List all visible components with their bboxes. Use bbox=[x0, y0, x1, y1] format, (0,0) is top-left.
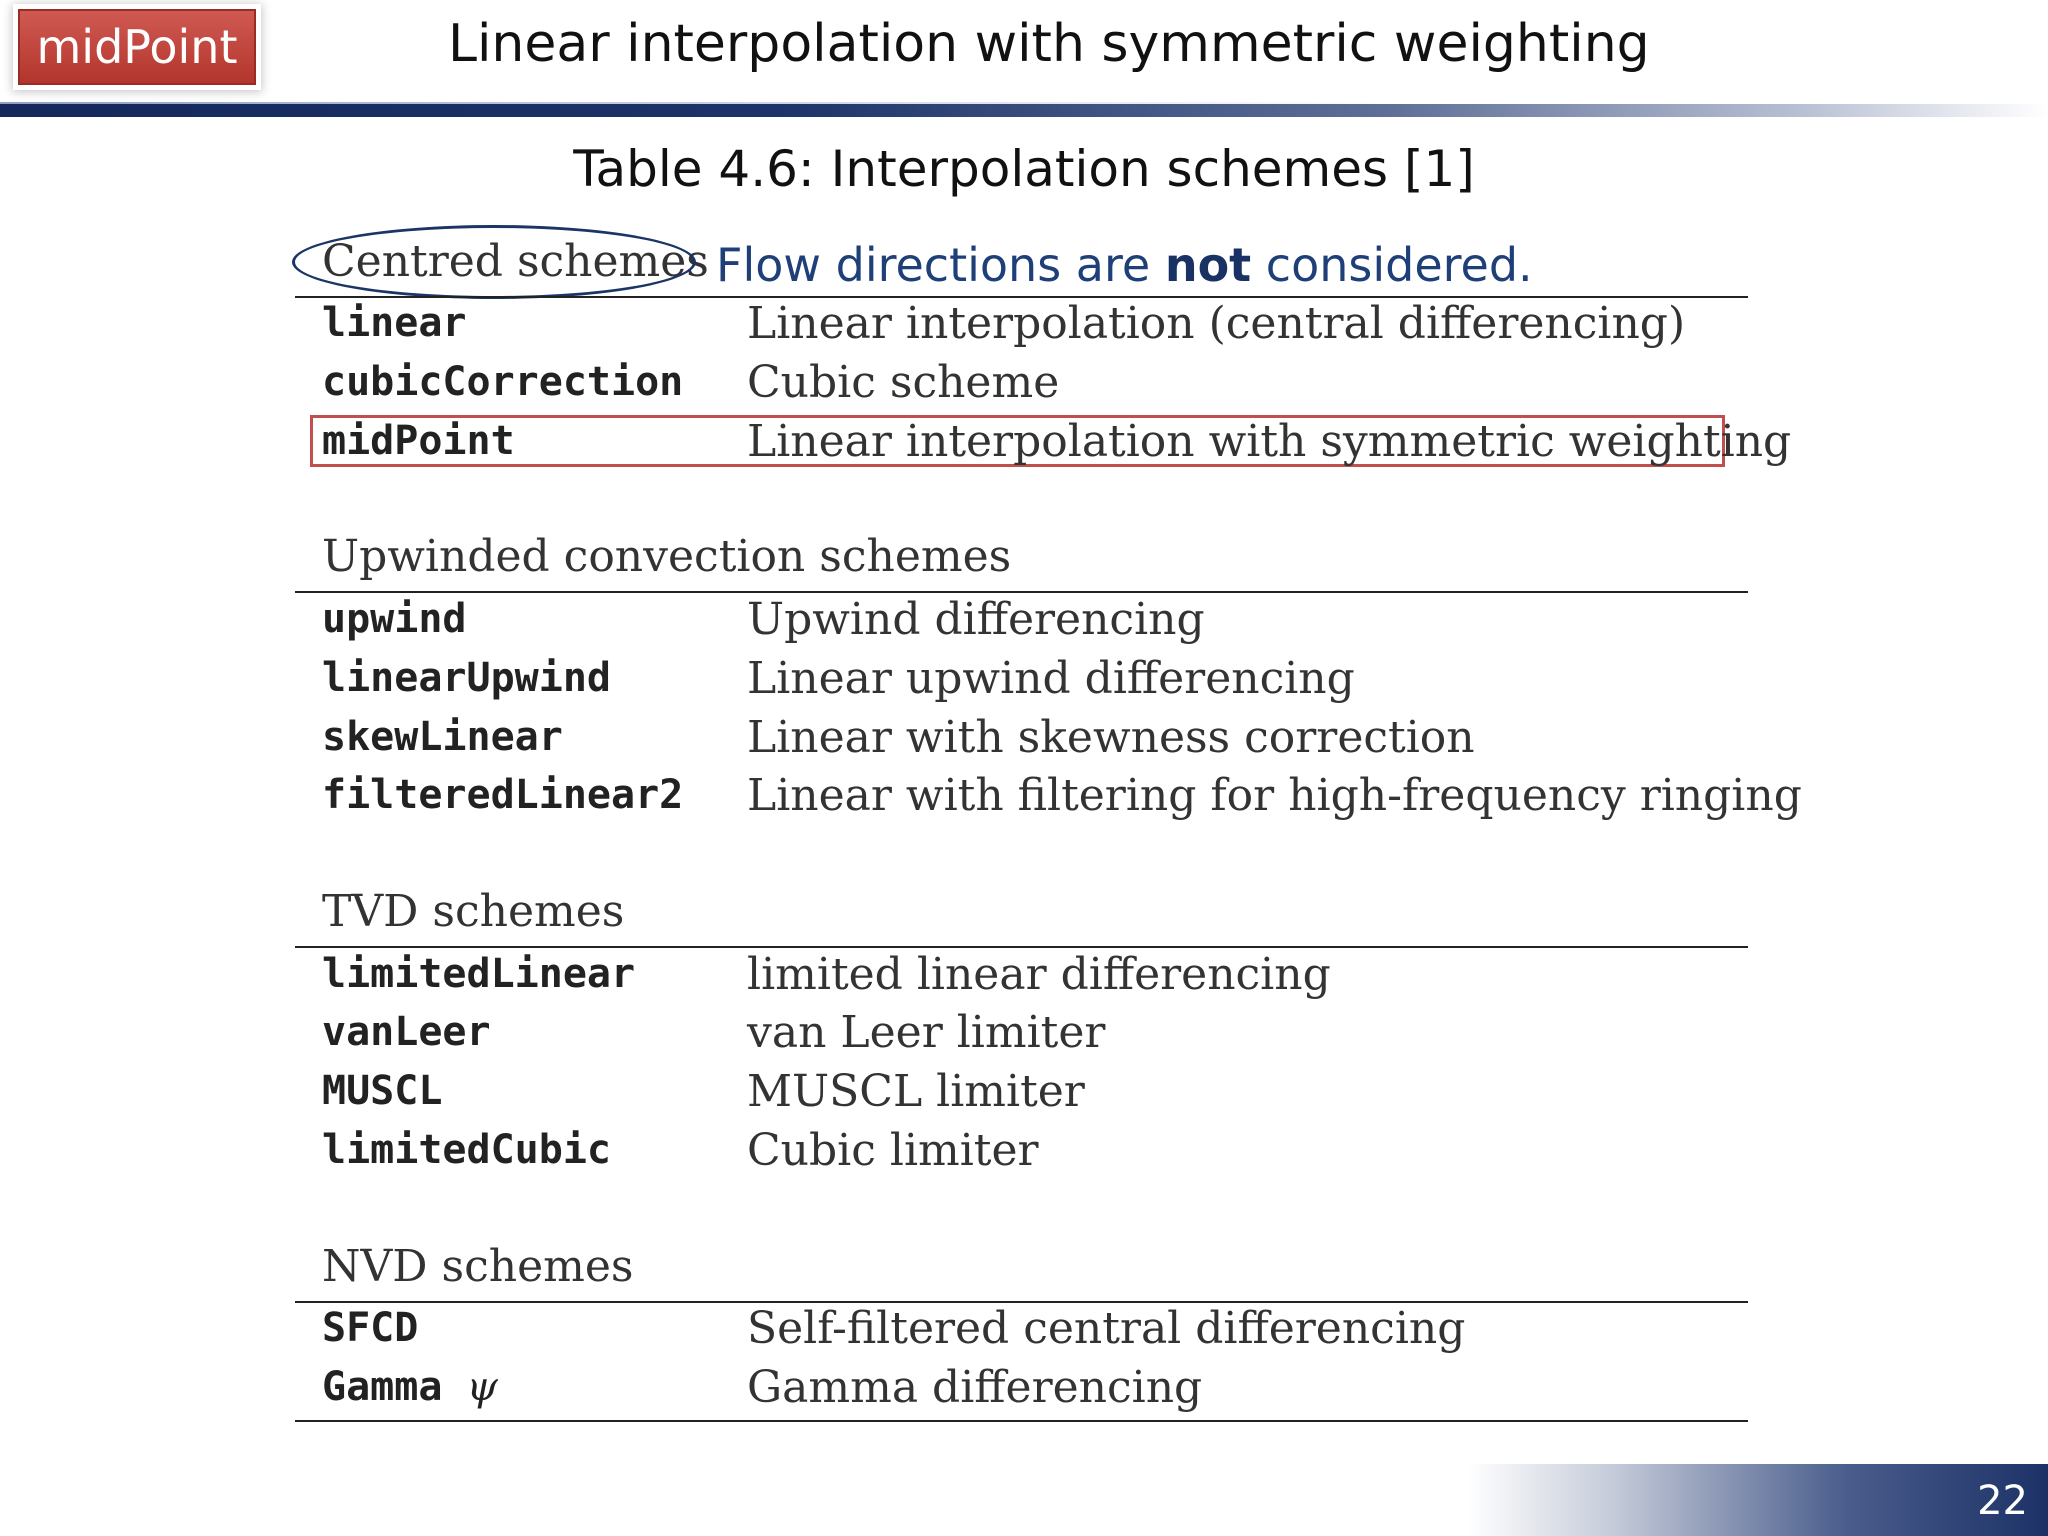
scheme-description: Linear interpolation with symmetric weighting bbox=[747, 416, 1792, 467]
flow-direction-note bbox=[716, 238, 1533, 292]
scheme-description: limited linear differencing bbox=[747, 949, 1331, 1000]
slide-title: Linear interpolation with symmetric weighting bbox=[448, 14, 1650, 74]
scheme-description: van Leer limiter bbox=[747, 1007, 1106, 1058]
psi-symbol: ψ bbox=[466, 1364, 498, 1410]
footer-bar bbox=[1468, 1464, 2048, 1536]
section-rule bbox=[295, 946, 1748, 948]
section-rule bbox=[295, 591, 1748, 593]
scheme-description: Linear with filtering for high-frequency ringing bbox=[747, 770, 1802, 821]
scheme-code: limitedCubic bbox=[322, 1127, 611, 1173]
scheme-code: SFCD bbox=[322, 1305, 419, 1351]
scheme-code: MUSCL bbox=[322, 1068, 443, 1114]
scheme-description: Cubic scheme bbox=[747, 357, 1060, 408]
scheme-description: Linear upwind differencing bbox=[747, 653, 1355, 704]
scheme-code: midPoint bbox=[322, 418, 515, 464]
note-suffix: considered. bbox=[1251, 238, 1533, 292]
scheme-code: skewLinear bbox=[322, 714, 563, 760]
scheme-code: linearUpwind bbox=[322, 655, 611, 701]
scheme-code: linear bbox=[322, 300, 467, 346]
section-heading-nvd: NVD schemes bbox=[322, 1241, 634, 1292]
table-caption: Table 4.6: Interpolation schemes [1] bbox=[573, 140, 1475, 198]
section-heading-centred: Centred schemes bbox=[322, 236, 709, 287]
section-heading-upwinded: Upwinded convection schemes bbox=[322, 531, 1012, 582]
scheme-description: Gamma differencing bbox=[747, 1362, 1203, 1413]
scheme-code-name: Gamma bbox=[322, 1364, 443, 1410]
section-heading-tvd: TVD schemes bbox=[322, 886, 625, 937]
table-bottom-rule bbox=[295, 1420, 1748, 1422]
scheme-description: Self-filtered central differencing bbox=[747, 1303, 1466, 1354]
scheme-code: limitedLinear bbox=[322, 951, 636, 997]
scheme-code: cubicCorrection bbox=[322, 359, 684, 405]
highlight-ellipse bbox=[292, 225, 696, 299]
note-emphasis: not bbox=[1164, 238, 1252, 292]
scheme-description: Linear interpolation (central differencing) bbox=[747, 298, 1686, 349]
scheme-description: Linear with skewness correction bbox=[747, 712, 1475, 763]
scheme-code bbox=[322, 1364, 498, 1410]
scheme-code: filteredLinear2 bbox=[322, 772, 684, 818]
note-prefix: Flow directions are bbox=[716, 238, 1165, 292]
scheme-code: upwind bbox=[322, 596, 467, 642]
scheme-description: MUSCL limiter bbox=[747, 1066, 1085, 1117]
page-number: 22 bbox=[1977, 1478, 2028, 1524]
topic-badge: midPoint bbox=[18, 9, 256, 85]
scheme-description: Cubic limiter bbox=[747, 1125, 1039, 1176]
scheme-code: vanLeer bbox=[322, 1009, 491, 1055]
title-underline bbox=[0, 104, 2048, 117]
scheme-description: Upwind differencing bbox=[747, 594, 1205, 645]
